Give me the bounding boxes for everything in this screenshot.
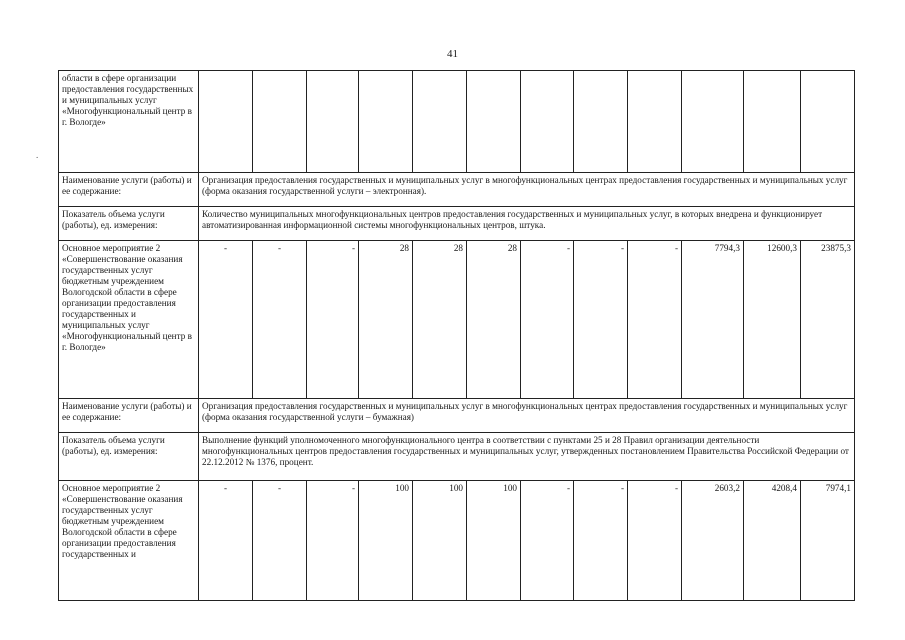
value-cell: -	[574, 241, 628, 399]
row-label: Показатель объема услуги (работы), ед. измерения:	[59, 207, 199, 241]
program-table	[58, 70, 855, 601]
value-cell: 2603,2	[682, 481, 744, 601]
table-row-main-activity	[59, 241, 855, 399]
value-cell: 7974,1	[801, 481, 855, 601]
value-cell	[801, 71, 855, 173]
service-description: Организация предоставления государственных и муниципальных услуг в многофункциональных центрах предоставления государственных и муниципальных услуг (форма оказания государственной услуги – электронная).	[199, 173, 855, 207]
row-label: области в сфере организации предоставления государственных и муниципальных услуг «Многофункциональный центр в г. Вологде»	[59, 71, 199, 173]
service-description: Организация предоставления государственных и муниципальных услуг в многофункциональных центрах предоставления государственных и муниципальных услуг (форма оказания государственной услуги – бумажная)	[199, 399, 855, 433]
value-cell: -	[521, 481, 574, 601]
table-row-continuation	[59, 71, 855, 173]
value-cell: 7794,3	[682, 241, 744, 399]
value-cell: -	[199, 241, 253, 399]
row-label: Основное мероприятие 2 «Совершенствование оказания государственных услуг бюджетным учреждением Вологодской области в сфере организации предоставления государственных и	[59, 481, 199, 601]
row-label: Наименование услуги (работы) и ее содержание:	[59, 173, 199, 207]
table-row-service-name	[59, 399, 855, 433]
row-label: Наименование услуги (работы) и ее содержание:	[59, 399, 199, 433]
value-cell	[199, 71, 253, 173]
table-row-service-name	[59, 173, 855, 207]
value-cell: -	[574, 481, 628, 601]
value-cell	[359, 71, 413, 173]
value-cell: 28	[359, 241, 413, 399]
row-label: Показатель объема услуги (работы), ед. измерения:	[59, 433, 199, 481]
value-cell: -	[253, 241, 307, 399]
value-cell: -	[521, 241, 574, 399]
value-cell: -	[307, 241, 359, 399]
table-row-volume-indicator	[59, 433, 855, 481]
value-cell: 100	[467, 481, 521, 601]
value-cell: 23875,3	[801, 241, 855, 399]
value-cell: 12600,3	[744, 241, 801, 399]
value-cell: 100	[359, 481, 413, 601]
value-cell: -	[628, 241, 682, 399]
value-cell	[744, 71, 801, 173]
table-row-main-activity	[59, 481, 855, 601]
value-cell: 100	[413, 481, 467, 601]
value-cell	[521, 71, 574, 173]
table-row-volume-indicator	[59, 207, 855, 241]
value-cell: 28	[467, 241, 521, 399]
value-cell: -	[253, 481, 307, 601]
indicator-description: Количество муниципальных многофункциональных центров предоставления государственных и муниципальных услуг, в которых внедрена и функционирует автоматизированная информационной системы многофункциональных центров, штука.	[199, 207, 855, 241]
value-cell	[682, 71, 744, 173]
value-cell: -	[199, 481, 253, 601]
indicator-description: Выполнение функций уполномоченного многофункционального центра в соответствии с пунктами 25 и 28 Правил организации деятельности многофункциональных центров предоставления государственных и муниципальных услуг, утвержденных постановлением Правительства Российской Федерации от 22.12.2012 № 1376, процент.	[199, 433, 855, 481]
value-cell	[628, 71, 682, 173]
value-cell: -	[307, 481, 359, 601]
value-cell	[574, 71, 628, 173]
value-cell	[413, 71, 467, 173]
value-cell	[467, 71, 521, 173]
value-cell	[307, 71, 359, 173]
value-cell: 4208,4	[744, 481, 801, 601]
page-number: 41	[447, 48, 458, 60]
value-cell: 28	[413, 241, 467, 399]
row-label: Основное мероприятие 2 «Совершенствование оказания государственных услуг бюджетным учреждением Вологодской области в сфере организации предоставления государственных и муниципальных услуг «Многофункциональный центр в г. Вологде»	[59, 241, 199, 399]
value-cell: -	[628, 481, 682, 601]
stray-mark: .	[36, 150, 39, 160]
value-cell	[253, 71, 307, 173]
